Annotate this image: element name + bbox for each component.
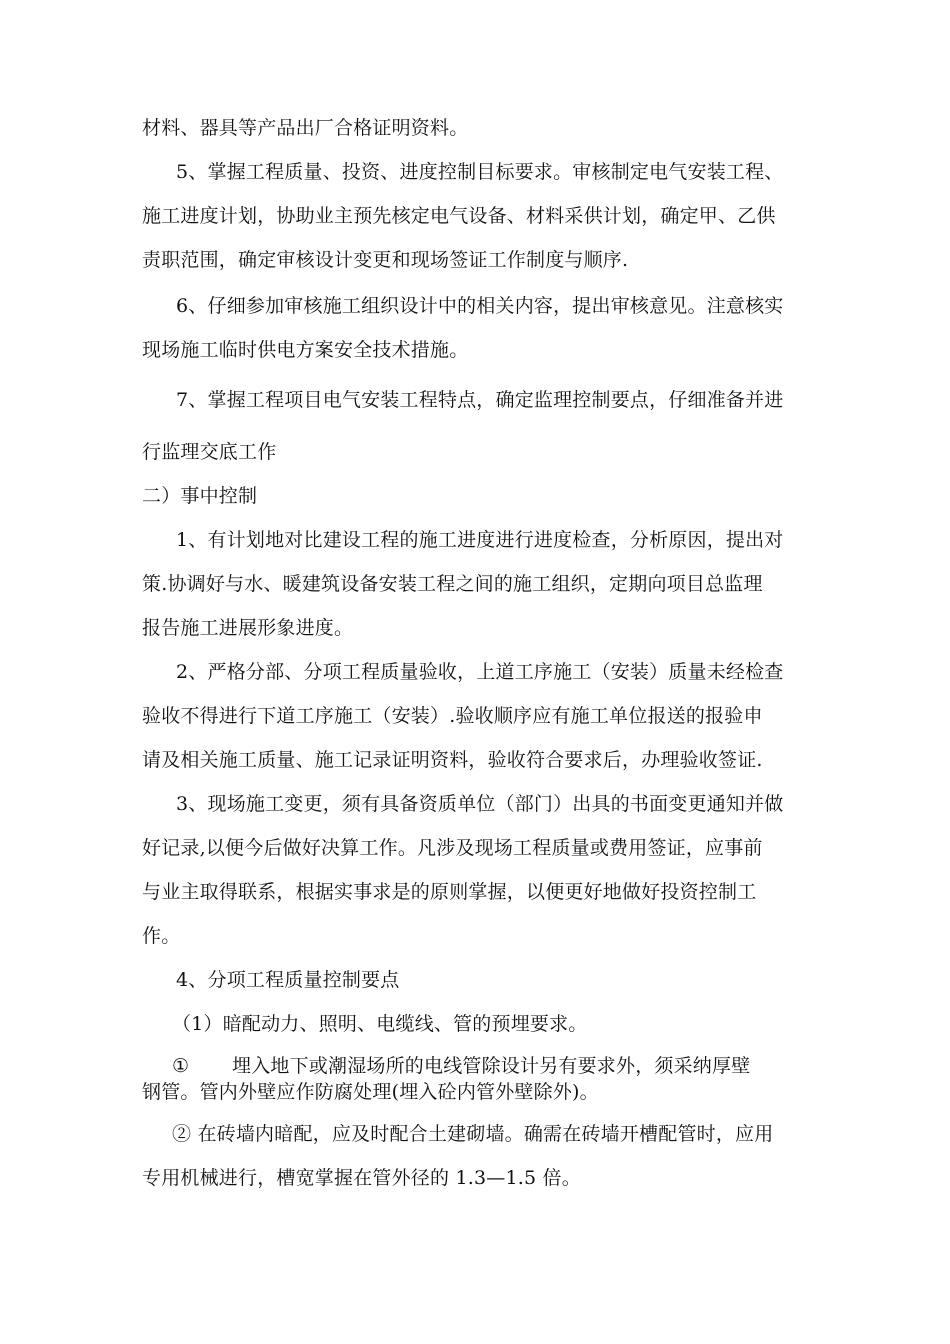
item-1-line-1: 1、有计划地对比建设工程的施工进度进行进度检查，分析原因，提出对: [176, 529, 784, 551]
item-3-line-2: 好记录,以便今后做好决算工作。凡涉及现场工程质量或费用签证，应事前: [142, 837, 763, 859]
item-1-line-2: 策.协调好与水、暖建筑设备安装工程之间的施工组织，定期向项目总监理: [142, 573, 763, 595]
paragraph-6-line-1: 6、仔细参加审核施工组织设计中的相关内容，提出审核意见。注意核实: [176, 295, 784, 317]
item-1-line-3: 报告施工进展形象进度。: [142, 617, 354, 639]
text-line: 材料、器具等产品出厂合格证明资料。: [142, 117, 469, 139]
circled-item-1-marker: ①: [172, 1055, 190, 1077]
item-2-line-2: 验收不得进行下道工序施工（安装）.验收顺序应有施工单位报送的报验申: [142, 705, 763, 727]
item-2-line-3: 请及相关施工质量、施工记录证明资料，验收符合要求后，办理验收签证.: [142, 749, 763, 771]
paragraph-7-line-2: 行监理交底工作: [142, 441, 277, 463]
paragraph-5-line-1: 5、掌握工程质量、投资、进度控制目标要求。审核制定电气安装工程、: [176, 161, 784, 183]
circled-item-2-line-1: ② 在砖墙内暗配，应及时配合土建砌墙。确需在砖墙开槽配管时，应用: [172, 1123, 774, 1145]
item-3-line-1: 3、现场施工变更，须有具备资质单位（部门）出具的书面变更通知并做: [176, 793, 784, 815]
circled-item-1-line-2: 钢管。管内外壁应作防腐处理(埋入砼内管外壁除外)。: [142, 1081, 599, 1103]
paragraph-7-line-1: 7、掌握工程项目电气安装工程特点，确定监理控制要点，仔细准备并进: [176, 389, 784, 411]
paragraph-5-line-2: 施工进度计划，协助业主预先核定电气设备、材料采供计划，确定甲、乙供: [142, 205, 776, 227]
circled-item-2-line-2: 专用机械进行，槽宽掌握在管外径的 1.3—1.5 倍。: [142, 1167, 581, 1189]
item-2-line-1: 2、严格分部、分项工程质量验收，上道工序施工（安装）质量未经检查: [176, 661, 784, 683]
item-3-line-3: 与业主取得联系，根据实事求是的原则掌握，以便更好地做好投资控制工: [142, 881, 757, 903]
item-4-heading: 4、分项工程质量控制要点: [176, 969, 400, 991]
item-3-line-4: 作。: [142, 925, 181, 947]
paragraph-5-line-3: 责职范围，确定审核设计变更和现场签证工作制度与顺序.: [142, 249, 629, 271]
circled-item-1-line-1: 埋入地下或潮湿场所的电线管除设计另有要求外，须采纳厚壁: [232, 1055, 751, 1077]
subitem-1-heading: （1）暗配动力、照明、电缆线、管的预埋要求。: [172, 1013, 588, 1035]
section-heading: 二）事中控制: [142, 485, 258, 507]
paragraph-6-line-2: 现场施工临时供电方案安全技术措施。: [142, 339, 469, 361]
